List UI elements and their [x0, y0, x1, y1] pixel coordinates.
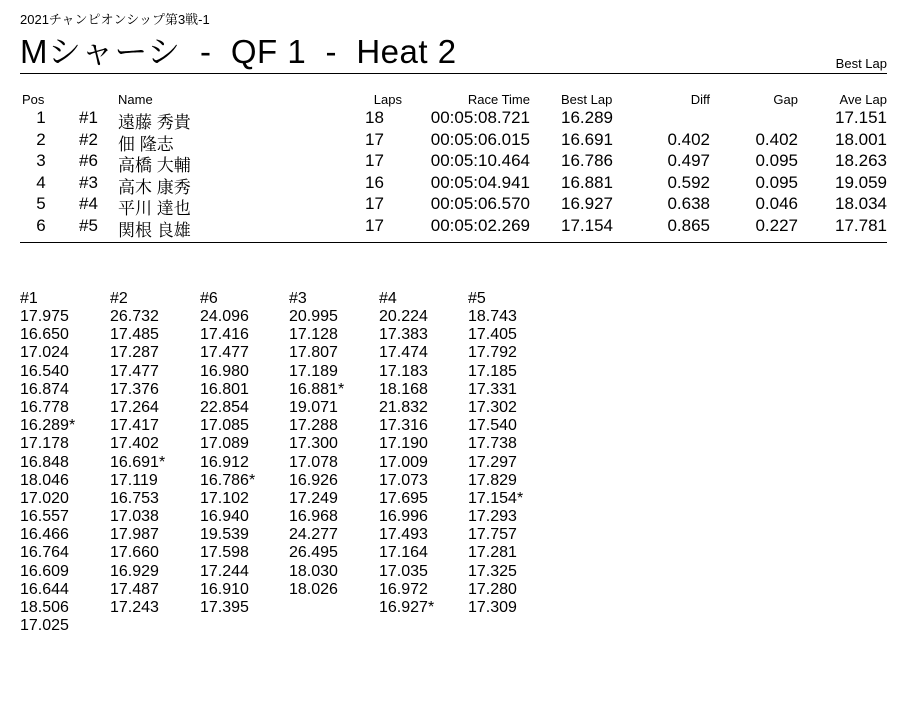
table-row — [0, 129, 900, 154]
lap-time: 17.598 — [200, 544, 249, 562]
result-race-time: 00:05:10.464 — [430, 151, 530, 170]
result-gap: 0.046 — [755, 194, 798, 213]
lap-time: 16.557 — [20, 508, 69, 526]
header-best-lap: Best Lap — [561, 92, 613, 107]
lap-time: 18.030 — [289, 562, 338, 580]
result-car-number: #4 — [79, 194, 98, 213]
lap-time: 17.474 — [379, 344, 428, 362]
result-gap: 0.095 — [755, 151, 798, 170]
lap-time: 17.383 — [379, 326, 428, 344]
lap-column-header: #6 — [200, 290, 218, 307]
table-row — [0, 215, 900, 240]
lap-time: 20.995 — [289, 308, 338, 325]
lap-time: 16.996 — [379, 508, 428, 526]
lap-time: 16.874 — [20, 380, 69, 398]
lap-column — [379, 290, 469, 617]
lap-time: 17.485 — [110, 326, 159, 344]
lap-time: 17.178 — [20, 435, 69, 453]
lap-time: 16.644 — [20, 580, 69, 598]
results-rule — [20, 242, 887, 243]
lap-time: 17.249 — [289, 489, 338, 507]
result-driver-name: 高橋 大輔 — [118, 156, 191, 175]
lap-column-header: #5 — [468, 290, 486, 307]
result-diff: 0.865 — [667, 215, 710, 235]
lap-column — [468, 290, 558, 617]
lap-time: 17.244 — [200, 562, 249, 580]
lap-time: 18.168 — [379, 380, 428, 398]
lap-time: 17.102 — [200, 489, 249, 507]
lap-time: 17.302 — [468, 398, 517, 416]
lap-time: 17.417 — [110, 417, 159, 435]
lap-time: 17.493 — [379, 526, 428, 544]
result-race-time: 00:05:06.570 — [430, 194, 530, 213]
result-best-lap: 16.786 — [561, 151, 613, 170]
page-title: Mシャーシ - QF 1 - Heat 2 — [20, 33, 457, 70]
lap-time: 17.316 — [379, 417, 428, 435]
header-ave-lap: Ave Lap — [839, 92, 887, 107]
lap-time: 20.224 — [379, 308, 428, 325]
lap-time: 18.506 — [20, 599, 69, 616]
lap-time: 16.926 — [289, 471, 338, 489]
result-diff: 0.402 — [667, 129, 710, 149]
result-pos: 1 — [36, 108, 46, 127]
lap-time: 26.495 — [289, 544, 338, 562]
result-driver-name: 平川 達也 — [118, 199, 191, 218]
lap-time: 17.288 — [289, 417, 338, 435]
lap-time: 17.190 — [379, 435, 428, 453]
lap-time: 16.650 — [20, 326, 69, 344]
lap-time: 17.660 — [110, 544, 159, 562]
result-race-time: 00:05:08.721 — [430, 108, 530, 127]
best-lap-label: Best Lap — [835, 56, 887, 71]
result-laps: 18 — [365, 108, 384, 127]
lap-column-header: #1 — [20, 290, 38, 307]
lap-time: 16.848 — [20, 453, 69, 471]
result-best-lap: 16.927 — [561, 194, 613, 213]
lap-time: 17.264 — [110, 398, 159, 416]
lap-time: 17.085 — [200, 417, 249, 435]
result-ave-lap: 17.781 — [835, 215, 887, 235]
result-car-number: #3 — [79, 172, 98, 192]
result-best-lap: 16.691 — [561, 129, 613, 149]
result-laps: 17 — [365, 129, 384, 149]
result-laps: 17 — [365, 215, 384, 235]
lap-time: 18.026 — [289, 580, 338, 598]
lap-time: 17.164 — [379, 544, 428, 562]
lap-time: 16.753 — [110, 489, 159, 507]
lap-time: 17.309 — [468, 599, 517, 616]
lap-time: 19.539 — [200, 526, 249, 544]
lap-time: 17.089 — [200, 435, 249, 453]
lap-column — [20, 290, 110, 635]
result-race-time: 00:05:06.015 — [430, 129, 530, 149]
result-ave-lap: 18.263 — [835, 151, 887, 170]
lap-time: 26.732 — [110, 308, 159, 325]
lap-time: 16.801 — [200, 380, 249, 398]
lap-column-header: #2 — [110, 290, 128, 307]
result-car-number: #1 — [79, 108, 98, 127]
lap-time: 16.912 — [200, 453, 249, 471]
result-race-time: 00:05:02.269 — [430, 215, 530, 235]
lap-column — [110, 290, 200, 617]
lap-time: 21.832 — [379, 398, 428, 416]
lap-time: 17.119 — [110, 471, 158, 489]
result-ave-lap: 18.001 — [835, 129, 887, 149]
result-car-number: #6 — [79, 151, 98, 170]
lap-time: 17.297 — [468, 453, 517, 471]
lap-time: 16.786* — [200, 471, 256, 489]
lap-time: 17.477 — [110, 362, 159, 380]
header-diff: Diff — [690, 92, 710, 107]
result-gap: 0.402 — [755, 129, 798, 149]
lap-time: 17.975 — [20, 308, 69, 325]
lap-time: 17.078 — [289, 453, 338, 471]
result-ave-lap: 17.151 — [835, 108, 887, 127]
header-rule — [20, 73, 887, 74]
result-car-number: #5 — [79, 215, 98, 235]
header-name: Name — [118, 92, 153, 107]
lap-time: 16.691* — [110, 453, 166, 471]
result-laps: 17 — [365, 151, 384, 170]
result-pos: 4 — [36, 172, 46, 192]
lap-time: 17.738 — [468, 435, 517, 453]
lap-time: 17.183 — [379, 362, 428, 380]
lap-time: 17.128 — [289, 326, 338, 344]
result-driver-name: 佃 隆志 — [118, 134, 174, 154]
table-row — [0, 151, 900, 175]
lap-time: 16.910 — [200, 580, 249, 598]
lap-time: 16.929 — [110, 562, 159, 580]
result-driver-name: 遠藤 秀貴 — [118, 113, 191, 132]
lap-time: 16.540 — [20, 362, 69, 380]
lap-time: 17.024 — [20, 344, 69, 362]
lap-time: 17.757 — [468, 526, 517, 544]
lap-time: 18.743 — [468, 308, 517, 325]
lap-time: 17.038 — [110, 508, 159, 526]
lap-time: 17.009 — [379, 453, 428, 471]
lap-time: 17.829 — [468, 471, 517, 489]
lap-time: 17.540 — [468, 417, 517, 435]
result-ave-lap: 19.059 — [835, 172, 887, 192]
lap-time: 16.881* — [289, 380, 345, 398]
result-laps: 16 — [365, 172, 384, 192]
table-row — [0, 108, 900, 132]
lap-time: 24.277 — [289, 526, 338, 544]
result-gap: 0.095 — [755, 172, 798, 192]
result-laps: 17 — [365, 194, 384, 213]
result-driver-name: 高木 康秀 — [118, 177, 191, 197]
lap-time: 16.972 — [379, 580, 428, 598]
result-best-lap: 17.154 — [561, 215, 613, 235]
lap-time: 17.807 — [289, 344, 338, 362]
lap-time: 17.487 — [110, 580, 159, 598]
lap-time: 16.968 — [289, 508, 338, 526]
result-pos: 6 — [36, 215, 46, 235]
lap-time: 16.764 — [20, 544, 69, 562]
lap-time: 17.035 — [379, 562, 428, 580]
lap-time: 17.287 — [110, 344, 159, 362]
lap-time: 16.927* — [379, 599, 435, 616]
result-best-lap: 16.289 — [561, 108, 613, 127]
lap-time: 19.071 — [289, 398, 338, 416]
lap-time: 17.073 — [379, 471, 428, 489]
lap-time: 17.402 — [110, 435, 159, 453]
lap-column-header: #3 — [289, 290, 307, 307]
lap-time: 24.096 — [200, 308, 249, 325]
lap-time: 17.416 — [200, 326, 249, 344]
result-ave-lap: 18.034 — [835, 194, 887, 213]
lap-time: 17.243 — [110, 599, 159, 616]
result-diff: 0.592 — [667, 172, 710, 192]
lap-time: 17.300 — [289, 435, 338, 453]
lap-time: 16.980 — [200, 362, 249, 380]
lap-time: 17.792 — [468, 344, 517, 362]
result-driver-name: 関根 良雄 — [118, 220, 191, 240]
result-gap: 0.227 — [755, 215, 798, 235]
result-diff: 0.638 — [667, 194, 710, 213]
result-diff: 0.497 — [667, 151, 710, 170]
lap-time: 16.289* — [20, 417, 76, 435]
lap-time: 17.154* — [468, 489, 524, 507]
lap-time: 17.189 — [289, 362, 338, 380]
header-laps: Laps — [373, 92, 402, 107]
table-row — [0, 194, 900, 218]
lap-time: 17.020 — [20, 489, 69, 507]
result-race-time: 00:05:04.941 — [430, 172, 530, 192]
result-car-number: #2 — [79, 129, 98, 149]
table-row — [0, 172, 900, 197]
lap-time: 17.281 — [468, 544, 517, 562]
result-pos: 5 — [36, 194, 46, 213]
lap-time: 17.325 — [468, 562, 517, 580]
lap-time: 17.695 — [379, 489, 428, 507]
lap-column-header: #4 — [379, 290, 397, 307]
lap-time: 17.025 — [20, 617, 69, 635]
header-gap: Gap — [773, 92, 798, 107]
lap-time: 16.778 — [20, 398, 69, 416]
lap-time: 16.609 — [20, 562, 69, 580]
lap-time: 17.185 — [468, 362, 517, 380]
event-name: 2021チャンピオンシップ第3戦-1 — [20, 12, 210, 27]
lap-time: 17.331 — [468, 380, 517, 398]
result-pos: 3 — [36, 151, 46, 170]
lap-time: 17.477 — [200, 344, 249, 362]
lap-time: 18.046 — [20, 471, 69, 489]
lap-column — [200, 290, 290, 617]
lap-column — [289, 290, 379, 599]
header-race-time: Race Time — [467, 92, 530, 107]
lap-time: 17.405 — [468, 326, 517, 344]
lap-time: 17.395 — [200, 599, 249, 616]
lap-time: 17.987 — [110, 526, 159, 544]
result-best-lap: 16.881 — [561, 172, 613, 192]
lap-time: 22.854 — [200, 398, 249, 416]
lap-time: 17.293 — [468, 508, 517, 526]
lap-time: 16.466 — [20, 526, 69, 544]
lap-time: 17.280 — [468, 580, 517, 598]
result-pos: 2 — [36, 129, 46, 149]
header-pos: Pos — [22, 92, 45, 107]
lap-time: 16.940 — [200, 508, 249, 526]
lap-time: 17.376 — [110, 380, 159, 398]
